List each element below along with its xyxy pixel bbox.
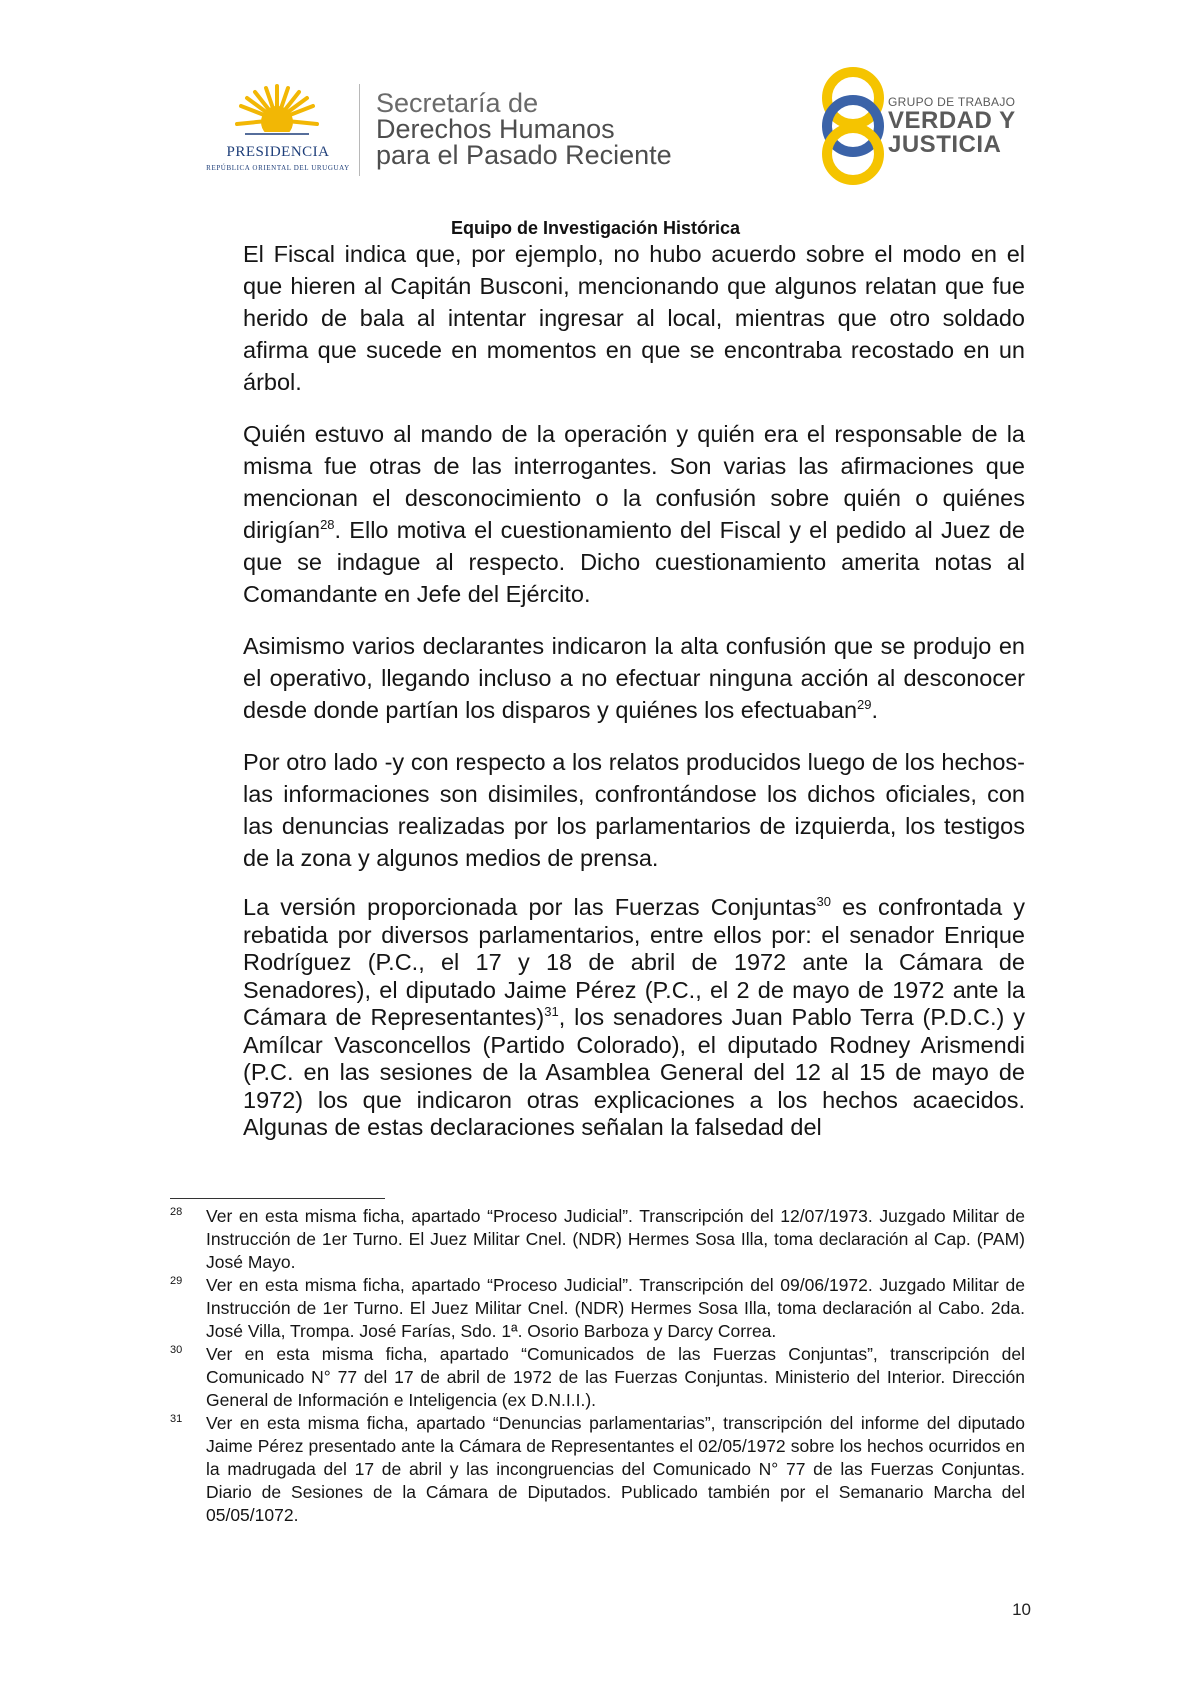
paragraph-3: Asimismo varios declarantes indicaron la alta confusión que se produjo en el operativo, llegando incluso a no efectuar ninguna acción al desconocer desde donde partían los disparos y quiénes los efectuaban$^{29}$. bbox=[243, 633, 1025, 723]
footnote-separator bbox=[170, 1198, 385, 1199]
presidencia-title: PRESIDENCIA bbox=[226, 144, 330, 160]
verdad-justicia-text bbox=[888, 95, 1016, 157]
secretaria-line-1: Secretaría de bbox=[376, 88, 539, 118]
page-number: 10 bbox=[1012, 1600, 1031, 1619]
verdad-justicia-logo-icon bbox=[812, 64, 894, 188]
footnote-text: Ver en esta misma ficha, apartado “Proceso Judicial”. Transcripción del 12/07/1973. Juzgado Militar de Instrucción de 1er Turno. El Juez Militar Cnel. (NDR) Hermes Sosa Illa, toma declaración al Cap. (PAM) José Mayo. bbox=[206, 1206, 1025, 1272]
gtvj-line-2: VERDAD Y bbox=[888, 107, 1016, 134]
footnote-ref-30[interactable]: 30 bbox=[816, 894, 831, 910]
secretaria-line-3: para el Pasado Reciente bbox=[376, 140, 672, 170]
footnote-number: 30 bbox=[170, 1344, 183, 1356]
footnote-text: Ver en esta misma ficha, apartado “Comunicados de las Fuerzas Conjuntas”, transcripción del Comunicado N° 77 del 17 de abril de 1972 de las Fuerzas Conjuntas. Ministerio del Interior. Dirección General de Información e Inteligencia (ex D.N.I.I.). bbox=[206, 1344, 1025, 1410]
paragraph-2: Quién estuvo al mando de la operación y quién era el responsable de la misma fue otras de las interrogantes. Son varias las afirmaciones que mencionan el desconocimiento o la confusión sobre quién o quiénes dirigían$^{28}$. Ello motiva el cuestionamiento del Fiscal y el pedido al Juez de que se indague al respecto. Dicho cuestionamiento amerita notas al Comandante en Jefe del Ejército. bbox=[243, 421, 1025, 607]
footnote-number: 29 bbox=[170, 1275, 183, 1287]
secretaria-logo-text bbox=[376, 90, 672, 168]
paragraph-1: El Fiscal indica que, por ejemplo, no hubo acuerdo sobre el modo en el que hieren al Capitán Busconi, mencionando que algunos relatan que fue herido de bala al intentar ingresar al local, mientras que otro soldado afirma que sucede en momentos en que se encontraba recostado en un árbol. bbox=[243, 241, 1025, 395]
page-header bbox=[0, 0, 1191, 240]
footnote-ref-28[interactable]: 28 bbox=[320, 517, 335, 533]
secretaria-line-2: Derechos Humanos bbox=[376, 114, 615, 144]
footnote-item bbox=[170, 1205, 1025, 1274]
footnote-item bbox=[170, 1274, 1025, 1343]
footnote-number: 31 bbox=[170, 1413, 183, 1425]
presidencia-subtitle: REPÚBLICA ORIENTAL DEL URUGUAY bbox=[206, 164, 350, 172]
footnote-text: Ver en esta misma ficha, apartado “Denuncias parlamentarias”, transcripción del informe del diputado Jaime Pérez presentado ante la Cámara de Representantes el 02/05/1972 sobre los hechos ocurridos en la madrugada del 17 de abril y las incongruencias del Comunicado N° 77 de las Fuerzas Conjuntas. Diario de Sesiones de la Cámara de Diputados. Publicado también por el Semanario Marcha del 05/05/1072. bbox=[206, 1413, 1025, 1525]
paragraph-4: Por otro lado -y con respecto a los relatos producidos luego de los hechos- las informaciones son disimiles, confrontándose los dichos oficiales, con las denuncias realizadas por los parlamentarios de izquierda, los testigos de la zona y algunos medios de prensa. bbox=[243, 749, 1025, 871]
footnote-ref-31[interactable]: 31 bbox=[544, 1004, 559, 1020]
sun-emblem-icon bbox=[235, 84, 319, 148]
header-divider bbox=[359, 84, 360, 176]
footnotes bbox=[170, 1205, 1025, 1527]
paragraph-5: La versión proporcionada por las Fuerzas Conjuntas$^{30}$ es confrontada y rebatida por diversos parlamentarios, entre ellos por: el senador Enrique Rodríguez (P.C., el 17 y 18 de abril de 1972 ante la Cámara de Senadores), el diputado Jaime Pérez (P.C., el 2 de mayo de 1972 ante la Cámara de Representantes)$^{31}$, los senadores Juan Pablo Terra (P.D.C.) y Amílcar Vasconcellos (Partido Colorado), el diputado Rodney Arismendi (P.C. en las sesiones de la Asamblea General del 12 al 15 de mayo de 1972) los que indicaron otras explicaciones a los hechos acaecidos. Algunas de estas declaraciones señalan la falsedad del bbox=[243, 894, 1026, 1140]
main-body bbox=[243, 238, 1025, 1162]
gtvj-line-3: JUSTICIA bbox=[888, 131, 1002, 158]
footnote-number: 28 bbox=[170, 1206, 183, 1218]
team-title: Equipo de Investigación Histórica bbox=[450, 218, 741, 238]
gtvj-line-1: GRUPO DE TRABAJO bbox=[888, 95, 1016, 109]
footnote-ref-29[interactable]: 29 bbox=[857, 697, 872, 713]
footnote-item bbox=[170, 1343, 1025, 1412]
footnote-item bbox=[170, 1412, 1025, 1527]
footnote-text: Ver en esta misma ficha, apartado “Proceso Judicial”. Transcripción del 09/06/1972. Juzgado Militar de Instrucción de 1er Turno. El Juez Militar Cnel. (NDR) Hermes Sosa Illa, toma declaración al Cabo. 2da. José Villa, Trompa. José Farías, Sdo. 1ª. Osorio Barboza y Darcy Correa. bbox=[206, 1275, 1025, 1341]
presidencia-logo bbox=[198, 84, 358, 176]
